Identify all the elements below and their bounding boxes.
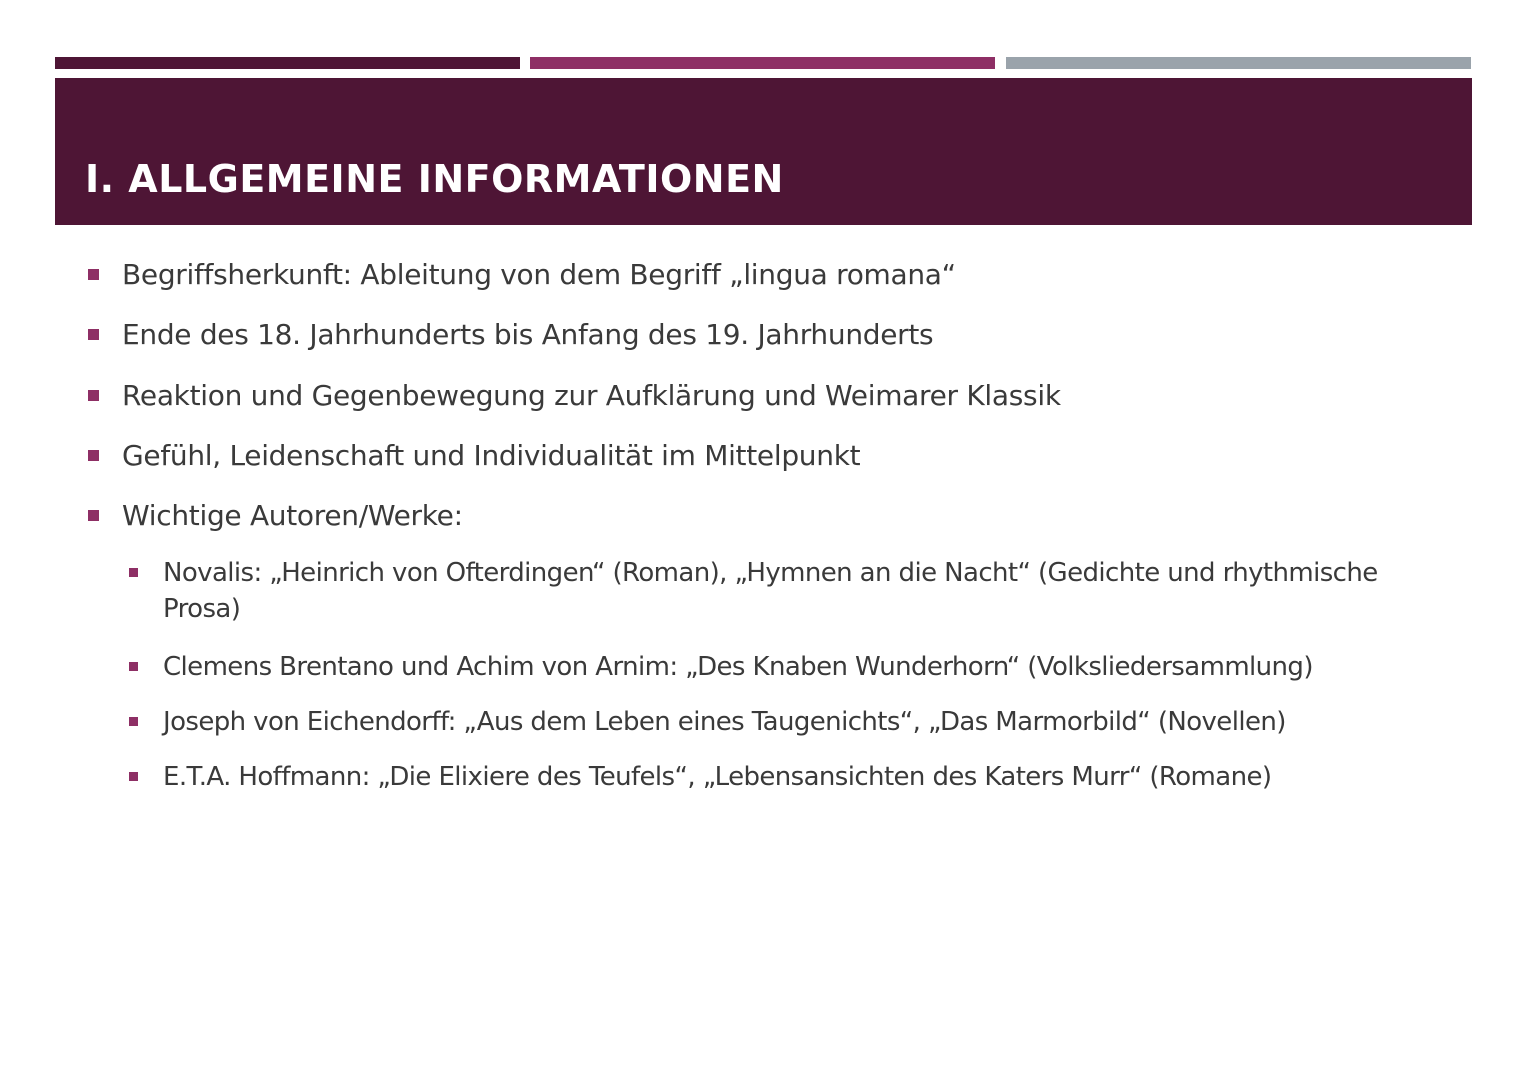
sub-bullet-text: Joseph von Eichendorff: „Aus dem Leben eines Taugenichts“, „Das Marmorbild“ (Novellen) [163,707,1286,737]
square-bullet-icon [129,717,138,726]
square-bullet-icon [88,329,99,340]
square-bullet-icon [88,510,99,521]
square-bullet-icon [88,390,99,401]
bullet-text: Reaktion und Gegenbewegung zur Aufklärung und Weimarer Klassik [122,379,1061,412]
sub-bullet-text: Clemens Brentano und Achim von Arnim: „Des Knaben Wunderhorn“ (Volksliedersammlung) [163,652,1313,682]
slide-title: I. ALLGEMEINE INFORMATIONEN [85,157,784,201]
square-bullet-icon [129,568,138,577]
bullet-text: Begriffsherkunft: Ableitung von dem Begriff „lingua romana“ [122,258,956,291]
sub-bullet-text: E.T.A. Hoffmann: „Die Elixiere des Teufels“, „Lebensansichten des Katers Murr“ (Romane) [163,762,1272,792]
sub-bullet-text: Novalis: „Heinrich von Ofterdingen“ (Roman), „Hymnen an die Nacht“ (Gedichte und rhythmische Prosa) [163,558,1378,624]
square-bullet-icon [88,450,99,461]
bullet-text: Ende des 18. Jahrhunderts bis Anfang des 19. Jahrhunderts [122,318,934,351]
bullet-text: Gefühl, Leidenschaft und Individualität im Mittelpunkt [122,439,861,472]
square-bullet-icon [88,269,99,280]
square-bullet-icon [129,772,138,781]
bullet-text: Wichtige Autoren/Werke: [122,499,463,532]
square-bullet-icon [129,662,138,671]
